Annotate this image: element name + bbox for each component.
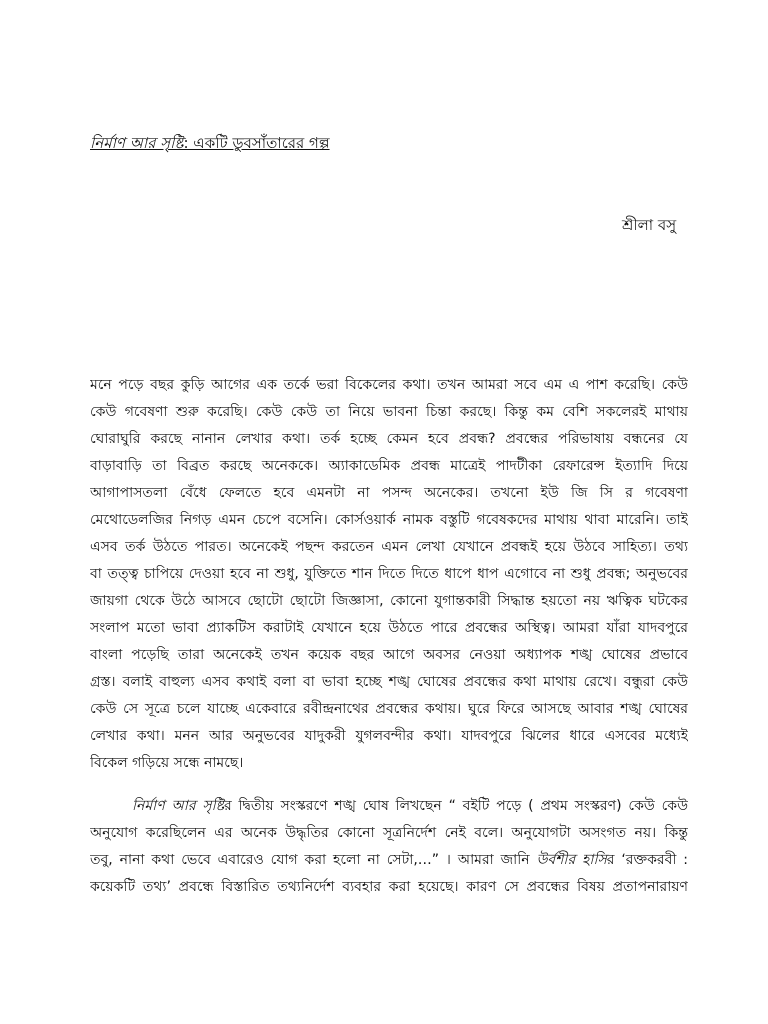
text-line: এসব তর্ক উঠতে পারত। অনেকেই পছন্দ করতেন এমন লেখা যেখানে প্রবন্ধই হয়ে উঠবে সাহিত্য। তথ্য [90, 539, 688, 555]
text-line: আগাপাসতলা বেঁধে ফেলতে হবে এমনটা না পসন্দ অনেকের। তখনো ইউ জি সি র গবেষণা [90, 485, 688, 501]
text-run: র ‘রক্তকরবী : [606, 852, 688, 868]
text-line: বাংলা পড়েছি তারা অনেকেই তখন কয়েক বছর আগে অবসর নেওয়া অধ্যাপক শঙ্খ ঘোষের প্রভাবে [90, 647, 688, 663]
text-line [90, 847, 688, 874]
essay-title [90, 132, 330, 157]
paragraph-1 [90, 372, 688, 777]
text-line: সংলাপ মতো ভাবা প্র্যাকটিস করাটাই যেখানে হয়ে উঠতে পারে প্রবন্ধের অস্থিত্ব। আমরা যাঁরা যাদবপুরে [90, 620, 688, 636]
essay-body [90, 372, 688, 917]
text-line: কেউ সে সূত্রে চলে যাচ্ছে একেবারে রবীন্দ্রনাথের প্রবন্ধের কথায়। ঘুরে ফিরে আসছে আবার শঙ্খ ঘোষের [90, 701, 688, 717]
text-line: কয়েকটি তথ্য’ প্রবন্ধে বিস্তারিত তথ্যনির্দেশ ব্যবহার করা হয়েছে। কারণ সে প্রবন্ধের বিষয় প্রতাপনারায়ণ [90, 879, 688, 895]
text-run: তবু, নানা কথা ভেবে এবারেও যোগ করা হলো না সেটা,…” । আমরা জানি [90, 852, 537, 868]
author-name: শ্রীলা বসু [622, 216, 677, 234]
text-line: ঘোরাঘুরি করছে নানান লেখার কথা। তর্ক হচ্ছে কেমন হবে প্রবন্ধ? প্রবন্ধের পরিভাষায় বন্ধনের যে [90, 431, 688, 447]
text-line: জায়গা থেকে উঠে আসবে ছোটো ছোটো জিজ্ঞাসা, কোনো যুগান্তকারী সিদ্ধান্ত হয়তো নয় ঋত্বিক ঘটকের [90, 593, 688, 609]
title-subtitle: : একটি ডুবসাঁতারের গল্প [183, 134, 330, 152]
text-line: লেখার কথা। মনন আর অনুভবের যাদুকরী যুগলবন্দীর কথা। যাদবপুরে ঝিলের ধারে এসবের মধ্যেই [90, 728, 688, 744]
text-line: অনুযোগ করেছিলেন এর অনেক উদ্ধৃতির কোনো সূত্রনির্দেশ নেই বলে। অনুযোগটা অসংগত নয়। কিন্তু [90, 825, 688, 841]
book-title-italic: উর্বশীর হাসি [536, 852, 607, 868]
title-book-name: নির্মাণ আর সৃষ্টি [90, 134, 184, 152]
text-line: গ্রস্ত। বলাই বাহুল্য এসব কথাই বলা বা ভাবা হচ্ছে শঙ্খ ঘোষের প্রবন্ধের কথা মাথায় রেখে। বন্ধুরা কেউ [90, 674, 688, 690]
paragraph-2 [90, 793, 688, 901]
book-title-italic: নির্মাণ আর সৃষ্টি [132, 798, 224, 814]
text-line: বা তত্ত্ব চাপিয়ে দেওয়া হবে না শুধু, যুক্তিতে শান দিতে দিতে ধাপে ধাপ এগোবে না শুধু প্রবন্ধ; অনুভবের [90, 566, 688, 582]
text-line: মেথোডেলজির নিগড় এমন চেপে বসেনি। কোর্সওয়ার্ক নামক বস্তুটি গবেষকদের মাথায় থাবা মারেনি। তাই [90, 512, 688, 528]
text-run: র দ্বিতীয় সংস্করণে শঙ্খ ঘোষ লিখছেন “ বইটি পড়ে ( প্রথম সংস্করণ) কেউ কেউ [224, 798, 688, 814]
text-line [90, 793, 688, 820]
text-line: বাড়াবাড়ি তা বিব্রত করছে অনেককে। অ্যাকাডেমিক প্রবন্ধ মাত্রেই পাদটীকা রেফারেন্স ইত্যাদি দিয়ে [90, 458, 688, 474]
text-line: মনে পড়ে বছর কুড়ি আগের এক তর্কে ভরা বিকেলের কথা। তখন আমরা সবে এম এ পাশ করেছি। কেউ [90, 377, 688, 393]
text-line: বিকেল গড়িয়ে সন্ধে নামছে। [90, 755, 244, 771]
text-line: কেউ গবেষণা শুরু করেছি। কেউ কেউ তা নিয়ে ভাবনা চিন্তা করছে। কিন্তু কম বেশি সকলেরই মাথায় [90, 404, 688, 420]
